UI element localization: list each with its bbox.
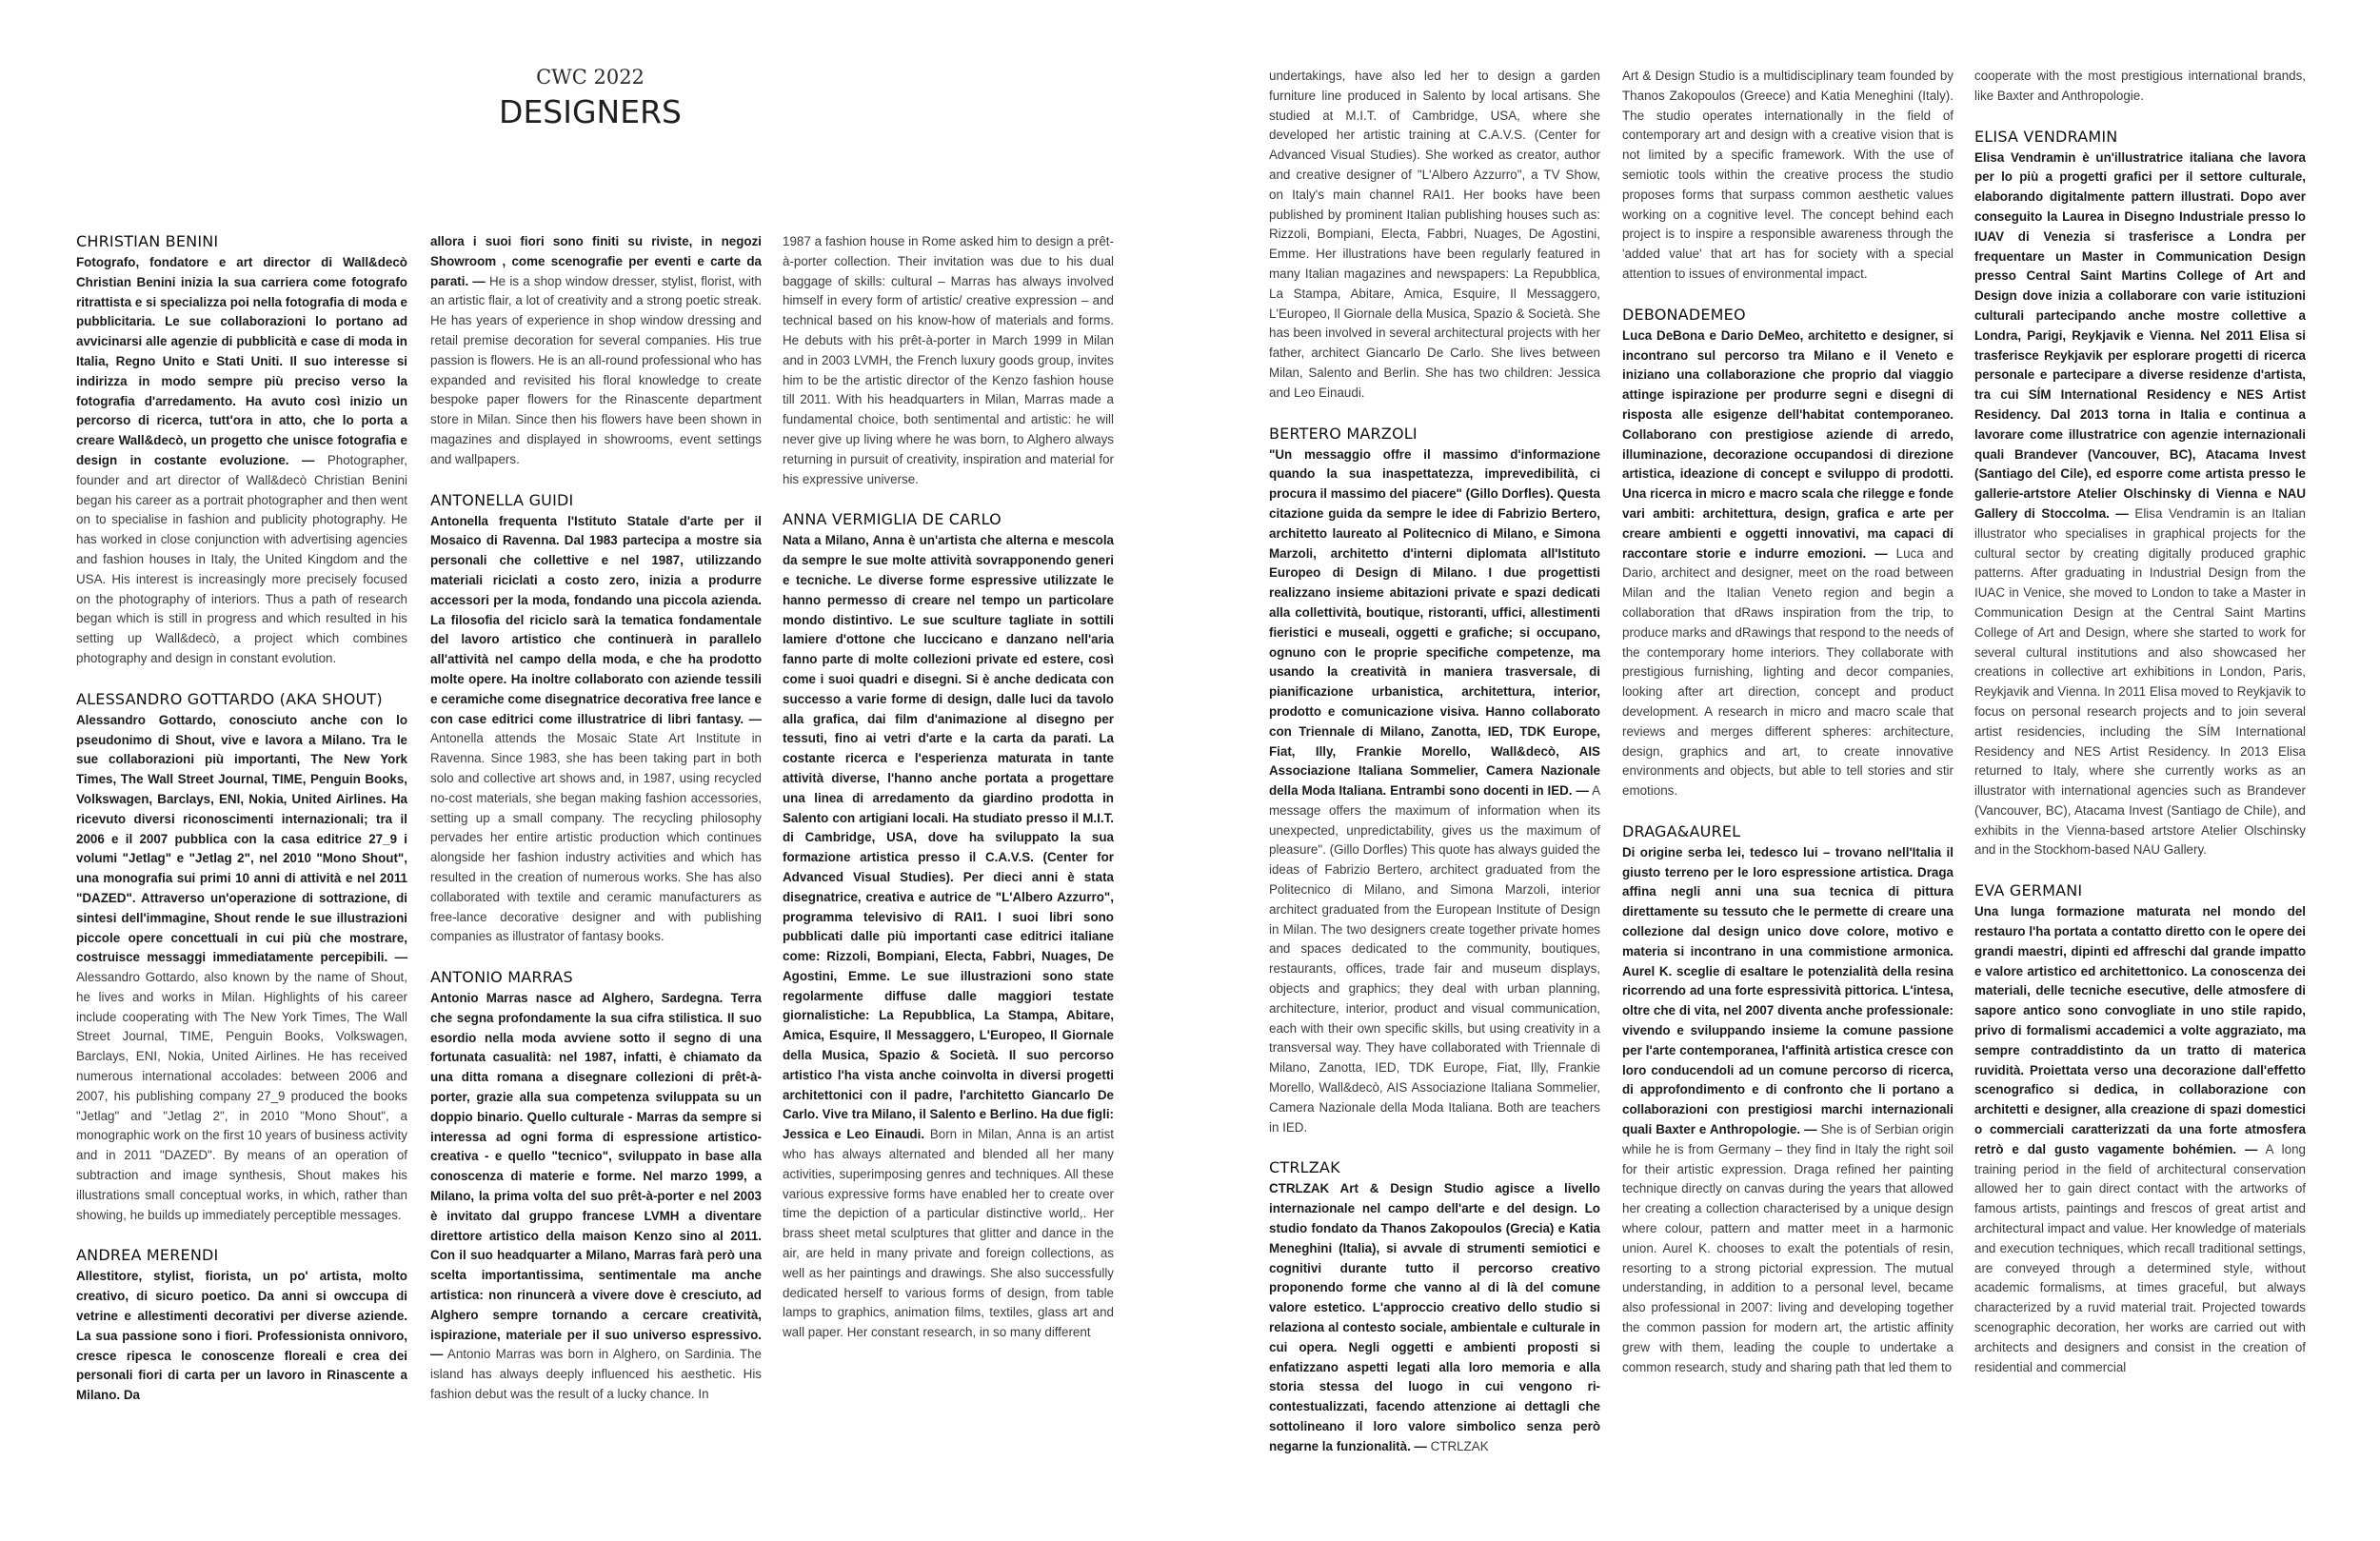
bio-italian: Di origine serba lei, tedesco lui – trovano nell'Italia il giusto terreno per le loro espressione artistica. Draga affina negli anni una sua tecnica di pittura direttamente su tessuto che le permette di creare una collezione dal design unico dove colore, motivo e materia si incontrano in una commistione armonica. Aurel K. sceglie di esaltare le potenzialità della resina ricorrendo ad una forte espressività pittorica. L'intesa, oltre che di vita, nel 2007 diventa anche professionale: vivendo e sviluppando insieme la comune passione per l'arte contemporanea, l'affinità artistica cresce con loro conducendoli ad un comune percorso di ricerca, di approfondimento e di confronto che li portano a collaborazioni con prestigiosi marchi internazionali quali Baxter e Anthropologie. — <box>1622 844 1954 1137</box>
bio-italian: Antonio Marras nasce ad Alghero, Sardegna. Terra che segna profondamente la sua cifra stilistica. Il suo esordio nella moda avviene sotto il segno di una fortunata casualità: nel 1987, infatti, è chiamato da una ditta romana a disegnare collezioni di prêt-à-porter, grazie alla sua competenza sviluppata su un doppio binario. Quello culturale - Marras da sempre si interessa ad ogni forma di espressione artistico-creativa - e quello "tecnico", sviluppato in base alla conoscenza di materie e forme. Nel marzo 1999, a Milano, la prima volta del suo prêt-à-porter e nel 2003 è invitato dal gruppo francese LVMH a diventare direttore artistico della maison Kenzo sino al 2011. Con il suo headquarter a Milano, Marras farà però una scelta importantissima, sentimentale ma anche artistica: non rinuncerà a vivere dove è cresciuto, ad Alghero sempre tornando a cercare creatività, ispirazione, materiale per il suo universo espressivo. — <box>430 991 762 1362</box>
text-column-2 <box>430 232 762 1405</box>
bio-english: Born in Milan, Anna is an artist who has always alternated and blended all her many activities, superimposing genres and techniques. All these various expressive forms have enabled her to create over time the depiction of a particular distinctive world,. Her brass sheet metal sculptures that glitter and dance in the air, are held in many private and foreign collections, as well as her paintings and drawings. She also successfully dedicated herself to various forms of design, from table lamps to graphics, animation films, textiles, glass art and wall paper. Her constant research, in so many different <box>783 1127 1114 1340</box>
designer-name: ELISA VENDRAMIN <box>1974 127 2118 146</box>
bio-english: Luca and Dario, architect and designer, meet on the road between Milan and the Italian Veneto region and begin a collaboration that dRaws inspiration from the trip, to produce marks and dRawings that respond to the needs of the contemporary home interiors. They collaborate with prestigious furnishing, lighting and decor companies, looking after art direction, concept and product development. A research in micro and macro scale that reviews and merges different spheres: architecture, design, graphics and art, to create innovative environments and objects, but able to tell stories and stir emotions. <box>1622 545 1954 799</box>
bio-english: She is of Serbian origin while he is from Germany – they find in Italy the right soil for their artistic expression. Draga refined her painting technique directly on canvas during the years that allowed her creating a collection characterised by a unique design where colour, pattern and matter meet in a harmonic union. Aurel K. chooses to exalt the potentials of resin, resorting to a strong pictorial expression. The mutual understanding, in addition to a personal level, became also professional in 2007: living and developing together the common passion for modern art, the artistic affinity grew with them, leading the couple to undertake a common research, study and sharing path that led them to <box>1622 1122 1954 1374</box>
designer-bio <box>1622 67 1954 285</box>
bio-english: Alessandro Gottardo, also known by the name of Shout, he lives and works in Milan. Highlights of his career include cooperating with The New York Times, The Wall Street Journal, TIME, Penguin Books, Volkswagen, Barclays, ENI, Nokia, United Airlines. He has received numerous international accolades: between 2006 and 2007, his publishing company 27_9 produced the books "Jetlag" and "Jetlag 2", in 2010 "Mono Shout", a monographic work on the first 10 years of business activity and in 2011 "DAZED". By means of an operation of subtraction and image synthesis, Shout makes his illustrations small conceptual works, in which, rather than showing, he builds up immediately perceptible messages. <box>76 970 407 1222</box>
bio-english: Art & Design Studio is a multidisciplinary team founded by Thanos Zakopoulos (Greece) and Katia Meneghini (Italy). The studio operates internationally in the field of contemporary art and design with a creative vision that is not limited by a specific framework. With the use of semiotic tools within the creative process the studio proposes forms that surpass common aesthetic values working on a cognitive level. The concept behind each project is to inspire a responsible awareness through the 'added value' that art has for society with a special attention to issues of environmental impact. <box>1622 69 1954 281</box>
bio-italian: Elisa Vendramin è un'illustratrice italiana che lavora per lo più a progetti grafici per il settore culturale, elaborando digitalmente pattern illustrati. Dopo aver conseguito la Laurea in Disegno Industriale presso lo IUAV di Venezia si trasferisce a Londra per frequentare un Master in Communication Design presso Central Saint Martins College of Art and Design dove inizia a collaborare con varie istituzioni culturali partecipando anche mostre collettive a Londra, Parigi, Reykjavik e Vienna. Nel 2011 Elisa si trasferisce Reykjavik per esplorare progetti di ricerca personale e partecipare a diverse residenze d'artista, tra cui SÍM International Residency e NES Artist Residency. Dal 2013 torna in Italia e continua a lavorare come illustratrice con agenzie internazionali quali Brandever (Vancouver, BC), Atacama Invest (Santiago del Cile), ed esporre come artista presso le gallerie-artstore Atelier Olschinsky di Vienna e NAU Gallery di Stoccolma. — <box>1974 149 2306 521</box>
bio-italian: CTRLZAK Art & Design Studio agisce a livello internazionale nel campo dell'arte e del design. Lo studio fondato da Thanos Zakopoulos (Grecia) e Katia Meneghini (Italia), si avvale di strumenti semiotici e cognitivi durante tutto il percorso creativo proponendo forme che vanno al di là del comune valore estetico. L'approccio creativo dello studio si relaziona al contesto sociale, ambientale e culturale in cui opera. Negli oggetti e ambienti proposti si enfatizzano aspetti legati alla loro memoria e alla storia stessa del luogo in cui vengono ri-contestualizzati, facendo attenzione ai dettagli che sottolineano il loro valore simbolico senza però negarne la funzionalità. — <box>1269 1181 1600 1453</box>
bio-italian: Nata a Milano, Anna è un'artista che alterna e mescola da sempre le sue molte attività sovrapponendo generi e tecniche. Le diverse forme espressive utilizzate le hanno permesso di creare nel tempo un particolare mondo distintivo. Le sue sculture tagliate in sottili lamiere d'ottone che luccicano e danzano nell'aria fanno parte di molte collezioni private ed estere, così come i suoi quadri e disegni. Si è anche dedicata con successo a varie forme di design, dalle luci da tavolo alla grafica, dai film d'animazione al disegno per tessuti, fino ai vetri d'arte e la carta da parati. La costante ricerca e l'esperienza maturata in tante attività diverse, l'hanno anche portata a progettare una linea di arredamento da giardino prodotta in Salento con artigiani locali. Ha studiato presso il M.I.T. di Cambridge, USA, dove ha sviluppato la sua formazione artistica presso il C.A.V.S. (Center for Advanced Visual Studies). Per dieci anni è stata disegnatrice, creativa e autrice de "L'Albero Azzurro", programma televisivo di RAI1. I suoi libri sono pubblicati dalle più importanti case editrici italiane come: Rizzoli, Bompiani, Electa, Fabbri, Nuages, De Agostini, Emme. Le sue illustrazioni sono state regolarmente diffuse dalle maggiori testate giornalistiche: La Repubblica, La Stampa, Abitare, Amica, Esquire, Il Messaggero, L'Europeo, Il Giornale della Musica, Spazio & Società. Il suo percorso artistico l'ha vista anche coinvolta in diversi progetti architettonici con il padre, l'architetto Giancarlo De Carlo. Vive tra Milano, il Salento e Berlino. Ha due figli: Jessica e Leo Einaudi. <box>783 533 1114 1142</box>
bio-english: Antonella attends the Mosaic State Art Institute in Ravenna. Since 1983, she has been taking part in both solo and collective art shows and, in 1987, using recycled no-cost materials, she began making fashion accessories, setting up a small company. The recycling philosophy pervades her entire artistic production which continues alongside her fashion industry activities and which has resulted in the creation of numerous works. She has also collaborated with textile and ceramic manufacturers as free-lance decorative designer and with publishing companies as illustrator of fantasy books. <box>430 731 762 944</box>
designer-bio <box>1974 902 2306 1377</box>
designer-name: CHRISTIAN BENINI <box>76 232 219 250</box>
text-column-4 <box>1269 67 1600 1457</box>
designer-bio <box>783 531 1114 1343</box>
designer-bio <box>430 512 762 948</box>
designer-name: CTRLZAK <box>1269 1158 1340 1177</box>
bio-italian: Luca DeBona e Dario DeMeo, architetto e designer, si incontrano sul percorso tra Milano e il Veneto e iniziano una collaborazione che proprio dal viaggio attinge ispirazione per produrre segni e disegni di risposta alle esigenze dell'habitat contemporaneo. Collaborano con prestigiose aziende di arredo, illuminazione, decorazione occupandosi di direzione artistica, ideazione di concept e sviluppo di prodotti. Una ricerca in micro e macro scala che rilegge e fonde vari ambiti: architettura, design, grafica e arte per creare ambienti e oggetti innovativi, ma capaci di raccontare storie e indurre emozioni. — <box>1622 327 1954 561</box>
bio-english: Antonio Marras was born in Alghero, on Sardinia. The island has always deeply influenced his aesthetic. His fashion debut was the result of a lucky chance. In <box>430 1347 762 1402</box>
text-column-1 <box>76 232 407 1406</box>
designer-name: ANDREA MERENDI <box>76 1246 219 1265</box>
bio-italian: Una lunga formazione maturata nel mondo del restauro l'ha portata a contatto diretto con le opere dei grandi maestri, dipinti ed affreschi dal grande impatto e valore artistico ed architettonico. La conoscenza dei materiali, delle tecniche esecutive, delle atmosfere di sapore antico sono convogliate in uno stile rapido, privo di formalismi accademici a volte aggraziato, ma sempre contraddistinto da un tratto di materica ruvidità. Proiettata verso una decorazione dall'effetto scenografico si dedica, in collaborazione con architetti e designer, alla creazione di spazi domestici o commerciali caratterizzati da una forte atmosfera retrò e dal gusto vagamente bohémien. — <box>1974 904 2306 1156</box>
bio-english: Elisa Vendramin is an Italian illustrator who specialises in graphical projects for the cultural sector by creating digitally produced graphic patterns. After graduating in Industrial Design from the IUAC in Venice, she moved to London to take a Master in Communication Design at the Central Saint Martins College of Art and Design, where she started to work for several cultural institutions and also showcased her creations in collective art exhibitions in London, Paris, Reykjavik and Vienna. In 2011 Elisa moved to Reykjavik to focus on personal research projects and to join several artist residencies, including the SÍM International Residency and NES Artist Residency. In 2013 Elisa returned to Italy, where she currently works as an illustrator with international agencies such as Brandever (Vancouver, BC), Atacama Invest (Santiago de Chile), and exhibits in the Vienna-based artstore Atelier Olschinsky and in the Stockhom-based NAU Gallery. <box>1974 505 2306 858</box>
designer-name: ANTONELLA GUIDI <box>430 490 574 509</box>
designer-name: ANNA VERMIGLIA DE CARLO <box>783 510 1002 529</box>
bio-english: undertakings, have also led her to design a garden furniture line produced in Salento by local artisans. She studied at M.I.T. of Cambridge, USA, where she developed her artistic training at C.A.V.S. (Center for Advanced Visual Studies). She worked as creator, author and creative designer of "L'Albero Azzurro", a TV Show, on Italy's main channel RAI1. Her books have been published by prominent Italian publishing houses such as: Rizzoli, Bompiani, Electa, Fabbri, Nuages, De Agostini, Emme. Her illustrations have been regularly featured in many Italian magazines and newspapers: La Repubblica, La Stampa, Abitare, Amica, Esquire, Il Messaggero, L'Europeo, Il Giornale della Musica, Spazio & Società. She has been involved in several architectural projects with her father, architect Giancarlo De Carlo. She lives between Milan, Salento and Berlin. She has two children: Jessica and Leo Einaudi. <box>1269 69 1600 400</box>
bio-english: cooperate with the most prestigious international brands, like Baxter and Anthropologie. <box>1974 69 2306 103</box>
designer-bio <box>76 253 407 669</box>
bio-english: A message offers the maximum of information when its unexpected, unpredictability, gives us the maximum of pleasure". (Gillo Dorfles) This quote has always guided the ideas of Fabrizio Bertero, architect graduated from the Politecnico di Milano, and Simona Marzoli, interior architect graduated from the European Institute of Design in Milan. The two designers create together private homes and spaces dedicated to the community, boutiques, restaurants, offices, trade fair and museum displays, objects and graphics; they deal with urban planning, architecture, interior, product and visual communication, each with their own specific skills, but using creativity in a transversal way. They have collaborated with Triennale di Milano, Zanotta, IED, TDK Europe, Fiat, Illy, Frankie Morello, Wall&decò, AIS Associazione Italiana Sommelier, Camera Nazionale della Moda Italiana. Both are teachers in IED. <box>1269 783 1600 1135</box>
bio-english: A long training period in the field of architectural conservation allowed her to gain direct contact with the artworks of famous artists, paintings and frescos of great artist and architectural impact and value. Her knowledge of materials and execution techniques, which recall traditional settings, are conveyed through a determined style, without academic formalisms, at times graceful, but always characterized by a ruvid material trait. Projected towards scenographic decoration, her works are carried out with architects and designers and consist in the creation of residential and commercial <box>1974 1141 2306 1374</box>
designer-bio <box>1974 148 2306 861</box>
designer-bio <box>1269 1179 1600 1456</box>
designer-bio <box>1622 326 1954 801</box>
page-header <box>362 65 819 131</box>
designer-name: EVA GERMANI <box>1974 881 2083 900</box>
page-title: DESIGNERS <box>499 93 682 130</box>
text-column-5 <box>1622 67 1954 1377</box>
text-column-3 <box>783 232 1114 1343</box>
designer-bio <box>430 989 762 1405</box>
bio-english: CTRLZAK <box>1426 1438 1489 1453</box>
designer-bio <box>783 232 1114 489</box>
designer-bio <box>1269 67 1600 404</box>
bio-italian: Allestitore, stylist, fiorista, un po' artista, molto creativo, di sicuro poetico. Da anni si owccupa di vetrine e allestimenti decorativi per diverse aziende. La sua passione sono i fiori. Professionista onnivoro, cresce ripesca le conoscenze floreali e crea dei personali fiori di carta per un lavoro in Rinascente a Milano. Da <box>76 1269 407 1403</box>
designer-name: DRAGA&AUREL <box>1622 821 1741 840</box>
bio-english: He is a shop window dresser, stylist, florist, with an artistic flair, a lot of creativity and a strong poetic streak. He has years of experience in shop window dressing and retail premise decoration for several companies. His true passion is flowers. He is an all-round professional who has expanded and revisited his floral knowledge to create bespoke paper flowers for the Rinascente department store in Milan. Since then his flowers have been shown in magazines and displayed in showrooms, event settings and wallpapers. <box>430 273 762 466</box>
designer-bio <box>1269 445 1600 1138</box>
bio-italian: "Un messaggio offre il massimo d'informazione quando la sua inaspettatezza, imprevedibilità, ci procura il massimo del piacere" (Gillo Dorfles). Questa citazione guida da sempre le idee di Fabrizio Bertero, architetto laureato al Politecnico di Milano, e Simona Marzoli, architetto d'interni diplomata all'Istituto Europeo di Design di Milano. I due progettisti realizzano insieme abitazioni private e spazi dedicati alla collettività, boutique, ristoranti, uffici, allestimenti fieristici e museali, oggetti e grafiche; si occupano, ognuno con le proprie specifiche competenze, ma usando la creatività in maniera trasversale, di pianificazione urbanistica, architettura, interior, prodotto e comunicazione visiva. Hanno collaborato con Triennale di Milano, Zanotta, IED, TDK Europe, Fiat, Illy, Frankie Morello, Wall&decò, AIS Associazione Italiana Sommelier, Camera Nazionale della Moda Italiana. Entrambi sono docenti in IED. — <box>1269 446 1600 799</box>
designer-bio <box>76 711 407 1226</box>
page-kicker: CWC 2022 <box>536 66 645 89</box>
bio-english: 1987 a fashion house in Rome asked him to design a prêt-à-porter collection. Their invitation was due to his dual baggage of skills: cultural – Marras has always involved himself in every form of artistic/ creative expression – and technical based on his know-how of materials and forms. He debuts with his prêt-à-porter in March 1999 in Milan and in 2003 LVMH, the French luxury goods group, invites him to be the artistic director of the Kenzo fashion house till 2011. With his headquarters in Milan, Marras made a fundamental choice, both sentimental and artistic: he will never give up living where he was born, to Alghero always returning in pursuit of creativity, inspiration and material for his expressive universe. <box>783 234 1114 486</box>
designer-bio <box>1974 67 2306 107</box>
designer-bio <box>1622 843 1954 1378</box>
bio-italian: Antonella frequenta l'Istituto Statale d'arte per il Mosaico di Ravenna. Dal 1983 partecipa a mostre sia personali che collettive e nel 1987, utilizzando materiali riciclati a costo zero, inizia a produrre accessori per la moda, fondando una piccola azienda. La filosofia del riciclo sarà la tematica fondamentale del lavoro artistico che continuerà in parallelo all'attività nel campo della moda, e che ha prodotto molte opere. Ha inoltre collaborato con aziende tessili e ceramiche come disegnatrice decorativa free lance e con case editrici come illustratrice di libri fantasy. — <box>430 513 762 726</box>
bio-italian: allora i suoi fiori sono finiti su riviste, in negozi Showroom , come scenografie per eventi e carte da parati. — <box>430 234 762 288</box>
designer-bio <box>76 1267 407 1406</box>
designer-name: DEBONADEMEO <box>1622 305 1746 324</box>
designer-bio <box>430 232 762 470</box>
designer-name: BERTERO MARZOLI <box>1269 424 1418 443</box>
bio-italian: Alessandro Gottardo, conosciuto anche con lo pseudonimo di Shout, vive e lavora a Milano. Tra le sue collaborazioni più importanti, The New York Times, The Wall Street Journal, TIME, Penguin Books, Volkswagen, Barclays, ENI, Nokia, United Airlines. Ha ricevuto diversi riconoscimenti internazionali; tra il 2006 e il 2007 pubblica con la casa editrice 27_9 i volumi "Jetlag" e "Jetlag 2", nel 2010 "Mono Shout", una monografia sui primi 10 anni di attività e nel 2011 "DAZED". Attraverso un'operazione di sottrazione, di sintesi dell'immagine, Shout rende le sue illustrazioni piccole opere concettuali in cui più che mostrare, costruisce messaggi immediatamente percepibili. — <box>76 712 407 965</box>
designer-name: ANTONIO MARRAS <box>430 968 573 987</box>
designer-name: ALESSANDRO GOTTARDO (AKA SHOUT) <box>76 689 383 708</box>
text-column-6 <box>1974 67 2306 1377</box>
bio-english: Photographer, founder and art director of Wall&decò Christian Benini began his career as a portrait photographer and then went on to specialise in fashion and publicity photography. He has worked in close conjunction with advertising agencies and fashion houses in Italy, the United Kingdom and the USA. His interest is increasingly more precisely focused on the photography of interiors. Thus a path of research began which is still in progress and which resulted in his setting up Wall&decò, a project which combines photography and design in constant evolution. <box>76 452 407 665</box>
bio-italian: Fotografo, fondatore e art director di Wall&decò Christian Benini inizia la sua carriera come fotografo ritrattista e si specializza poi nella fotografia di moda e pubblicitaria. Le sue collaborazioni lo portano ad avvicinarsi alle agenzie di pubblicità e case di moda in Italia, Regno Unito e Stati Uniti. Il suo interesse si indirizza in modo sempre più preciso verso la fotografia d'arredamento. Ha avuto così inizio un percorso di ricerca, tutt'ora in atto, che lo porta a creare Wall&decò, un progetto che unisce fotografia e design in costante evoluzione. — <box>76 255 407 467</box>
